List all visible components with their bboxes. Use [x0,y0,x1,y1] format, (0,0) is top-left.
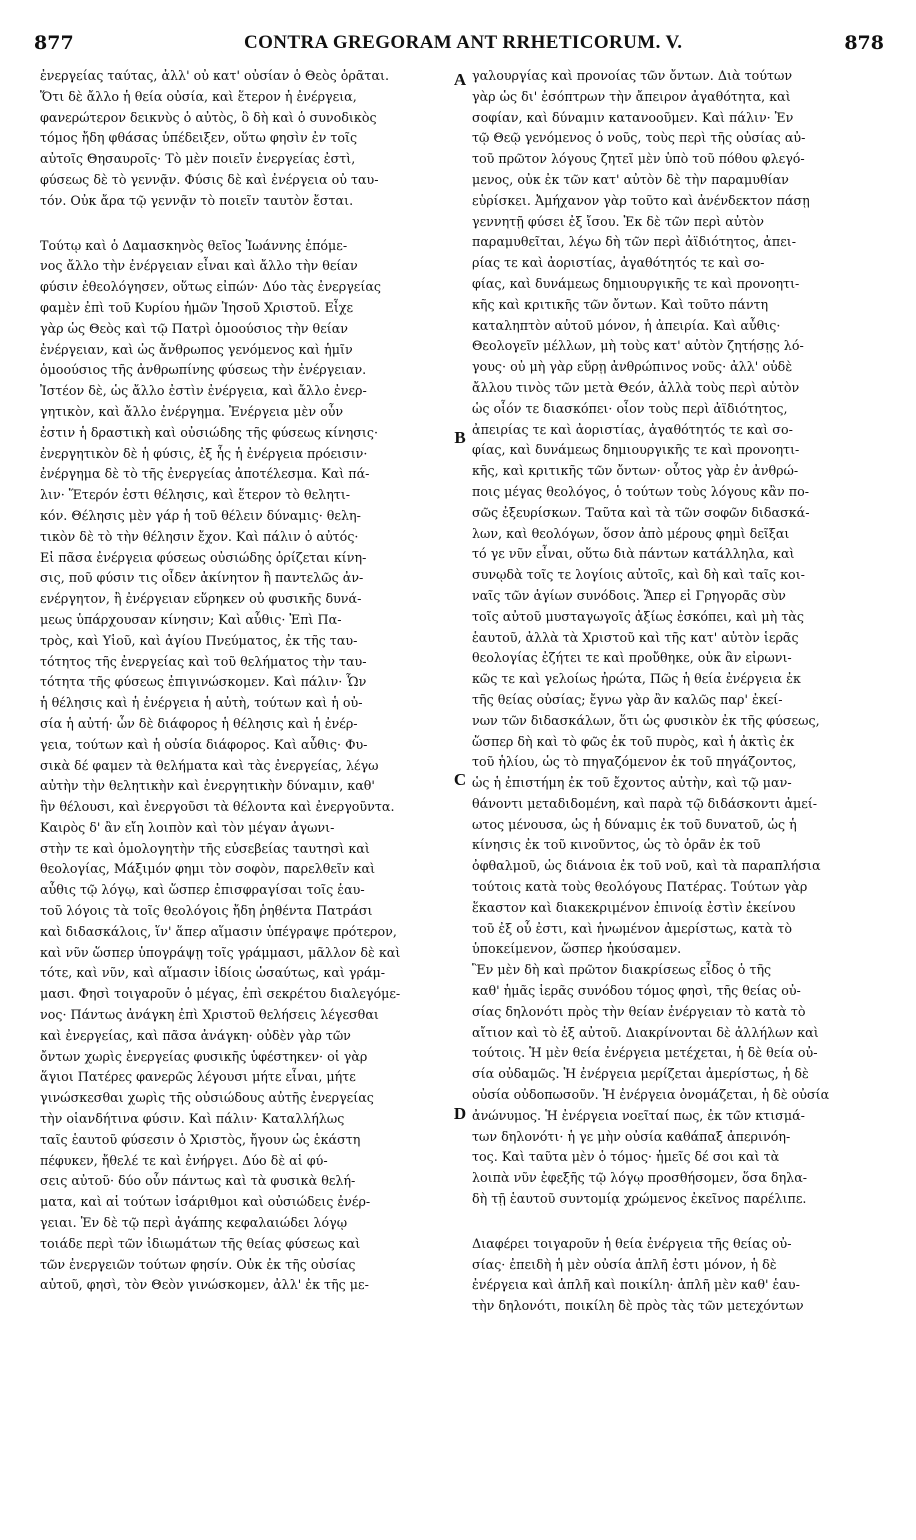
text-line: κῆς καὶ κριτικῆς τῶν ὄντων. Καὶ τοῦτο πάντη [472,296,769,312]
text-line: Ἓν μὲν δὴ καὶ πρῶτον διακρίσεως εἶδος ὁ τῆς [472,962,772,978]
text-line: τότητος τῆς ἐνεργείας καὶ τοῦ θελήματος τὴν ταυ- [40,653,367,669]
text-line: νων τῶν διδασκάλων, ὅτι ὡς φυσικὸν ἐκ τῆς φύσεως, [472,712,820,728]
text-line: μασι. Φησὶ τοιγαροῦν ὁ μέγας, ἐπὶ σεκρέτου διαλεγόμε- [40,986,401,1002]
text-line: τοῖς αὐτοῦ μυσταγωγοῖς ἀξίως ἐσκόπει, καὶ μὴ τὰς [472,608,805,624]
text-line: τότε, καὶ νῦν, καὶ αἵμασιν ἰδίοις ὡσαύτως, καὶ γράμ- [40,965,386,981]
text-line: ἄλλου τινὸς τῶν μετὰ Θεόν, ἀλλὰ τοὺς περὶ αὐτὸν [472,379,800,395]
text-line: λοιπὰ νῦν ἐφεξῆς τῷ λόγῳ προσθήσομεν, ὅσα δηλα- [472,1170,808,1186]
text-line: Ὅτι δὲ ἄλλο ἡ θεία οὐσία, καὶ ἕτερον ἡ ἐνέργεια, [40,88,357,104]
text-line: Διαφέρει τοιγαροῦν ἡ θεία ἐνέργεια τῆς θείας οὐ- [472,1235,792,1251]
text-line: φανερώτερον δεικνὺς ὁ αὐτὸς, ὃ δὴ καὶ ὁ συνοδικὸς [40,109,377,125]
page-header [34,32,884,60]
text-line: τικὸν δὲ τὸ τὴν θέλησιν ἔχον. Καὶ πάλιν ὁ αὐτός· [40,528,359,544]
text-line: δὴ τῇ ἑαυτοῦ συντομίᾳ χρώμενος ἐκεῖνος παρέλιπε. [472,1191,807,1207]
text-line: λων, καὶ θεολόγων, ὅσον ἀπὸ μέρους φημὶ δεῖξαι [472,525,790,541]
text-line: αὐτὴν τὴν θελητικὴν καὶ ἐνεργητικὴν δύναμιν, καθ' [40,778,375,794]
text-line: τούτοις κατὰ τοὺς θεολόγους Πατέρας. Τούτων γὰρ [472,879,808,895]
text-line: οὐσία οὐδοπωσοῦν. Ἡ ἐνέργεια ὀνομάζεται, ἡ δὲ οὐσία [472,1087,830,1103]
text-line: συνῳδὰ τοῖς τε λογίοις αὐτοῖς, καὶ δὴ καὶ ταῖς κοι- [472,567,805,583]
text-line: γεια, τούτων καὶ ἡ οὐσία διάφορος. Καὶ αὖθις· Φυ- [40,736,368,752]
text-line: φαμὲν ἐπὶ τοῦ Κυρίου ἡμῶν Ἰησοῦ Χριστοῦ. Εἶχε [40,299,354,315]
text-line: μεως ὑπάρχουσαν κίνησιν; Καὶ αὖθις· Ἐπὶ Πα- [40,611,342,627]
text-line: ἅγιοι Πατέρες φανερῶς λέγουσι μήτε εἶναι, μήτε [40,1069,356,1085]
running-title: CONTRA GREGORAM ANT RRHETICORUM. V. [244,32,683,53]
text-line: γὰρ ὡς Θεὸς καὶ τῷ Πατρὶ ὁμοούσιος τὴν θείαν [40,320,349,336]
margin-letter-d: D [453,1104,467,1123]
paragraph-gap [40,212,458,236]
text-line: θάνοντι μεταδιδομένη, καὶ παρὰ τῷ διδάσκοντι ἀμεί- [472,795,818,811]
text-line: κίνησις ἐκ τοῦ κινοῦντος, ὡς τὸ ὁρᾶν ἐκ τοῦ [472,837,761,853]
text-line: ταῖς ἑαυτοῦ φύσεσιν ὁ Χριστὸς, ἤγουν ὡς ἑκάστη [40,1131,361,1147]
text-line: ἀνώνυμος. Ἡ ἐνέργεια νοεῖταί πως, ἐκ τῶν κτισμά- [472,1107,805,1123]
text-line: σεις αὐτοῦ· δύο οὖν πάντως καὶ τὰ φυσικὰ θελή- [40,1173,356,1189]
margin-letter-c: C [453,770,467,789]
margin-letter-b: B [454,428,466,447]
text-line: καὶ νῦν ὥσπερ ὑπογράψῃ τοῖς γράμμασι, μᾶλλον δὲ καὶ [40,944,401,960]
text-line: Εἰ πᾶσα ἐνέργεια φύσεως οὐσιώδης ὁρίζεται κίνη- [40,549,367,565]
text-line: τὴν δηλονότι, ποικίλη δὲ πρὸς τὰς τῶν μετεχόντων [472,1298,804,1314]
text-line: στὴν τε καὶ ὁμολογητὴν τῆς εὐσεβείας ταυτησὶ καὶ [40,840,370,856]
text-line: ὀφθαλμοῦ, ὡς διάνοια ἐκ τοῦ νοῦ, καὶ τὰ παραπλήσια [472,858,821,874]
text-line: ἡ θέλησις καὶ ἡ ἐνέργεια ἡ αὐτὴ, τούτων καὶ ἡ οὐ- [40,695,363,711]
text-line: τὴν οἱανδήτινα φύσιν. Καὶ πάλιν· Καταλλήλως [40,1111,345,1127]
text-line: τοῦ ἐξ οὗ ἐστι, καὶ ἡνωμένον ἀμερίστως, κατὰ τὸ [472,920,793,936]
text-line: των δηλονότι· ἡ γε μὴν οὐσία καθάπαξ ἀπερινόη- [472,1128,791,1144]
text-line: φύσεως δὲ τὸ γεννᾷν. Φύσις δὲ καὶ ἐνέργεια οὐ ταυ- [40,171,379,187]
margin-letter-a: A [453,70,467,89]
page-number-right: 878 [844,32,884,54]
text-line: καὶ ἐνεργείας, καὶ πᾶσα ἀνάγκη· οὐδὲν γὰρ τῶν [40,1027,351,1043]
text-line: ὁμοούσιος τῆς ἀνθρωπίνης φύσεως τὴν ἐνέργειαν. [40,362,367,378]
text-line: τρὸς, καὶ Υἱοῦ, καὶ ἁγίου Πνεύματος, ἐκ τῆς ταυ- [40,632,358,648]
left-text-column [40,66,458,1296]
text-line: γὰρ ὡς δι' ἐσόπτρων τὴν ἄπειρον ἀγαθότητα, καὶ [472,88,791,104]
text-line: γους· οὐ μὴ γὰρ εὕρῃ ἀνθρώπινος νοῦς· ἀλλ' οὐδὲ [472,359,793,375]
text-line: ἕκαστον καὶ διακεκριμένον ἐπινοίᾳ ἐστὶν ἐκείνου [472,899,796,915]
text-line: γαλουργίας καὶ προνοίας τῶν ὄντων. Διὰ τούτων [472,68,793,83]
text-line: σοφίαν, καὶ δύναμιν κατανοοῦμεν. Καὶ πάλιν· Ἐν [472,109,794,125]
text-line: ὡς ἡ ἐπιστήμη ἐκ τοῦ ἔχοντος αὐτὴν, καὶ τῷ μαν- [472,775,792,791]
text-line: τοῦ πρῶτον λόγους ζητεῖ μὲν ὑπὸ τοῦ πόθου φλεγό- [472,151,805,167]
text-line: πέφυκεν, ἤθελέ τε καὶ ἐνήργει. Δύο δὲ αἱ φύ- [40,1152,328,1168]
text-line: κόν. Θέλησις μὲν γάρ ἡ τοῦ θέλειν δύναμις· θελη- [40,507,361,523]
text-line: ἐνέργεια καὶ ἁπλῆ καὶ ποικίλη· ἁπλῆ μὲν καθ' ἑαυ- [472,1277,800,1293]
text-line: Τούτῳ καὶ ὁ Δαμασκηνὸς θεῖος Ἰωάννης ἑπόμε- [40,237,348,253]
text-line: σικὰ δέ φαμεν τὰ θελήματα καὶ τὰς ἐνεργείας, λέγω [40,757,379,773]
text-line: σία οὐδαμῶς. Ἡ ἐνέργεια μερίζεται ἀμερίστως, ἡ δὲ [472,1066,809,1082]
text-line: γητικὸν, καὶ ἄλλο ἐνέργημα. Ἐνέργεια μὲν οὖν [40,403,344,419]
right-text-column [472,66,890,1317]
text-line: τόν. Οὐκ ἄρα τῷ γεννᾷν τὸ ποιεῖν ταυτὸν ἔσται. [40,192,354,208]
text-line: ἣν θέλουσι, καὶ ἐνεργοῦσι τὰ θέλοντα καὶ ἐνεργοῦντα. [40,799,395,815]
text-line: σῶς ἐξευρίσκων. Ταῦτα καὶ τὰ τῶν σοφῶν διδασκά- [472,504,810,520]
text-line: σις, ποῦ φύσιν τις οἶδεν ἀκίνητον ἢ παντελῶς ἀν- [40,570,364,586]
text-line: τῷ Θεῷ γενόμενος ὁ νοῦς, τοὺς περὶ τῆς οὐσίας αὐ- [472,130,806,146]
text-line: θεολογίας, Μάξιμόν φημι τὸν σοφὸν, παρελθεῖν καὶ [40,861,376,877]
text-line: ὄντων χωρὶς ἐνεργείας φυσικῆς ὑφέστηκεν· οἱ γὰρ [40,1048,368,1064]
text-line: γινώσκεσθαι χωρὶς τῆς οὐσιώδους αὐτῆς ἐνεργείας [40,1090,374,1106]
text-line: μενος, οὐκ ἐκ τῶν κατ' αὐτὸν δὲ τὴν παραμυθίαν [472,171,789,187]
page-number-left: 877 [34,32,74,54]
text-line: τοῦ ἡλίου, ὡς τὸ πηγαζόμενον ἐκ τοῦ πηγάζοντος, [472,754,797,770]
text-line: Ἰστέον δὲ, ὡς ἄλλο ἐστὶν ἐνέργεια, καὶ ἄλλο ἐνερ- [40,383,367,399]
text-line: ἐνέργειαν, καὶ ὡς ἄνθρωπος γενόμενος καὶ ἡμῖν [40,341,353,357]
text-line: τῶν ἐνεργειῶν τούτων φησίν. Οὐκ ἐκ τῆς οὐσίας [40,1256,356,1272]
text-line: ἑαυτοῦ, ἀλλὰ τὰ Χριστοῦ καὶ τῆς κατ' αὐτὸν ἱερᾶς [472,629,799,645]
text-line: ἀπειρίας τε καὶ ἀοριστίας, ἀγαθότητός τε καὶ σο- [472,421,793,437]
text-line: ὥσπερ δὴ καὶ τὸ φῶς ἐκ τοῦ πυρὸς, καὶ ἡ ἀκτὶς ἐκ [472,733,795,749]
text-line: τος. Καὶ ταῦτα μὲν ὁ τόμος· ἡμεῖς δέ σοι καὶ τὰ [472,1149,780,1165]
text-line: ναῖς τῶν ἁγίων συνόδοις. Ἅπερ εἰ Γρηγορᾶς σὺν [472,587,786,603]
text-line: τότητα τῆς φύσεως ἐπιγινώσκομεν. Καὶ πάλιν· Ὧν [40,674,367,690]
text-line: ἐνεργείας ταύτας, ἀλλ' οὐ κατ' οὐσίαν ὁ Θεὸς ὁρᾶται. [40,68,390,83]
text-line: Θεολογεῖν μέλλων, μὴ τοὺς κατ' αὐτὸν ζητήσῃς λό- [472,338,804,354]
text-line: κῶς τε καὶ γελοίως ἠρώτα, Πῶς ἡ θεία ἐνέργεια ἐκ [472,671,801,687]
text-line: ρίας τε καὶ ἀοριστίας, ἀγαθότητός τε καὶ σο- [472,255,765,271]
text-line: τόμος ἤδη φθάσας ὑπέδειξεν, οὕτω φησὶν ἐν τοῖς [40,130,358,146]
text-line: Καιρὸς δ' ἂν εἴη λοιπὸν καὶ τὸν μέγαν ἀγωνι- [40,819,335,835]
text-line: παραμυθεῖται, λέγω δὴ τῶν περὶ ἀϊδιότητος, ἀπει- [472,234,797,250]
text-line: ἐνέργημα δὲ τὸ τῆς ἐνεργείας ἀποτέλεσμα. Καὶ πά- [40,466,370,482]
text-line: γειαι. Ἐν δὲ τῷ περὶ ἀγάπης κεφαλαιώδει λόγῳ [40,1215,348,1231]
text-line: σίας δηλονότι πρὸς τὴν θείαν ἐνέργειαν τὸ κατὰ τὸ [472,1003,806,1019]
text-line: καὶ διδασκάλοις, ἵν' ἅπερ αἵμασιν ὑπέγραψε πρότερον, [40,923,397,939]
text-line: καθ' ἡμᾶς ἱερᾶς συνόδου τόμος φησὶ, τῆς θείας οὐ- [472,983,801,999]
text-line: τοιάδε περὶ τῶν ἰδιωμάτων τῆς θείας φύσεως καὶ [40,1235,361,1251]
text-line: εὑρίσκει. Ἀμήχανον γὰρ τοῦτο καὶ ἀνένδεκτον πάσῃ [472,192,810,208]
text-line: λιν· Ἕτερόν ἐστι θέλησις, καὶ ἕτερον τὸ θελητι- [40,487,351,503]
text-line: τό γε νῦν εἶναι, οὕτω διὰ πάντων κατάλληλα, καὶ [472,546,795,562]
text-line: αὖθις τῷ λόγῳ, καὶ ὥσπερ ἐπισφραγίσαι τοῖς ἑαυ- [40,882,365,898]
text-line: φίας, καὶ δυνάμεως δημιουργικῆς τε καὶ προνοητι- [472,442,800,458]
text-line: ματα, καὶ αἱ τούτων ἰσάριθμοι καὶ οὐσιώδεις ἐνέρ- [40,1194,371,1210]
text-line: ωτος μένουσα, ὡς ἡ δύναμις ἐκ τοῦ δυνατοῦ, ὡς ἡ [472,816,797,832]
paragraph-gap [472,1210,890,1234]
text-line: ποις μέγας θεολόγος, ὁ τούτων τοὺς λόγους κἂν πο- [472,483,810,499]
text-line: ὑποκείμενον, ὥσπερ ἠκούσαμεν. [472,941,682,957]
text-line: νος ἄλλο τὴν ἐνέργειαν εἶναι καὶ ἄλλο τὴν θείαν [40,258,358,274]
text-line: φύσιν ἐθεολόγησεν, οὕτως εἰπών· Δύο τὰς ἐνεργείας [40,279,382,295]
text-line: θεολογίας ἐζήτει τε καὶ προὔθηκε, οὐκ ἂν εἰρωνι- [472,650,792,666]
text-line: τοῦ λόγοις τὰ τοῖς θεολόγοις ἤδη ῥηθέντα Πατράσι [40,903,373,919]
text-line: γεννητῇ φύσει ἐξ ἴσου. Ἐκ δὲ τῶν περὶ αὐτὸν [472,213,764,229]
text-line: αὐτοῦ, φησὶ, τὸν Θεὸν γινώσκομεν, ἀλλ' ἐκ τῆς με- [40,1277,369,1293]
text-line: τούτοις. Ἡ μὲν θεία ἐνέργεια μετέχεται, ἡ δὲ θεία οὐ- [472,1045,818,1061]
text-line: ἐνεργητικὸν δὲ ἡ φύσις, ἐξ ἧς ἡ ἐνέργεια πρόεισιν· [40,445,368,461]
text-line: ἐστιν ἡ δραστικὴ καὶ οὐσιώδης τῆς φύσεως κίνησις· [40,424,379,440]
text-line: αἴτιον καὶ τὸ ἐξ αὐτοῦ. Διακρίνονται δὲ ἀλλήλων καὶ [472,1024,819,1040]
text-line: σίας· ἐπειδὴ ἡ μὲν οὐσία ἁπλῆ ἐστι μόνον, ἡ δὲ [472,1256,777,1272]
text-line: καταληπτὸν αὐτοῦ μόνον, ἡ ἀπειρία. Καὶ αὖθις· [472,317,781,333]
text-line: φίας, καὶ δυνάμεως δημιουργικῆς τε καὶ προνοητι- [472,275,800,291]
text-line: ενέργητον, ἢ ἐνέργειαν εὕρηκεν οὐ φυσικῆς δυνά- [40,591,362,607]
text-line: κῆς, καὶ κριτικῆς τῶν ὄντων· οὗτος γὰρ ἐν ἀνθρώ- [472,463,799,479]
text-line: ὡς οἷόν τε διασκόπει· οἷον τοὺς περὶ ἀϊδιότητος, [472,400,788,416]
text-line: αὐτοῖς Θησαυροῖς· Τὸ μὲν ποιεῖν ἐνεργείας ἐστὶ, [40,151,356,167]
text-line: τῆς θείας οὐσίας; ἔγνω γὰρ ἂν καλῶς παρ' ἐκεί- [472,691,783,707]
text-line: σία ἡ αὐτή· ὧν δὲ διάφορος ἡ θέλησις καὶ ἡ ἐνέρ- [40,715,358,731]
text-line: νος· Πάντως ἀνάγκη ἐπὶ Χριστοῦ θελήσεις λέγεσθαι [40,1007,379,1023]
